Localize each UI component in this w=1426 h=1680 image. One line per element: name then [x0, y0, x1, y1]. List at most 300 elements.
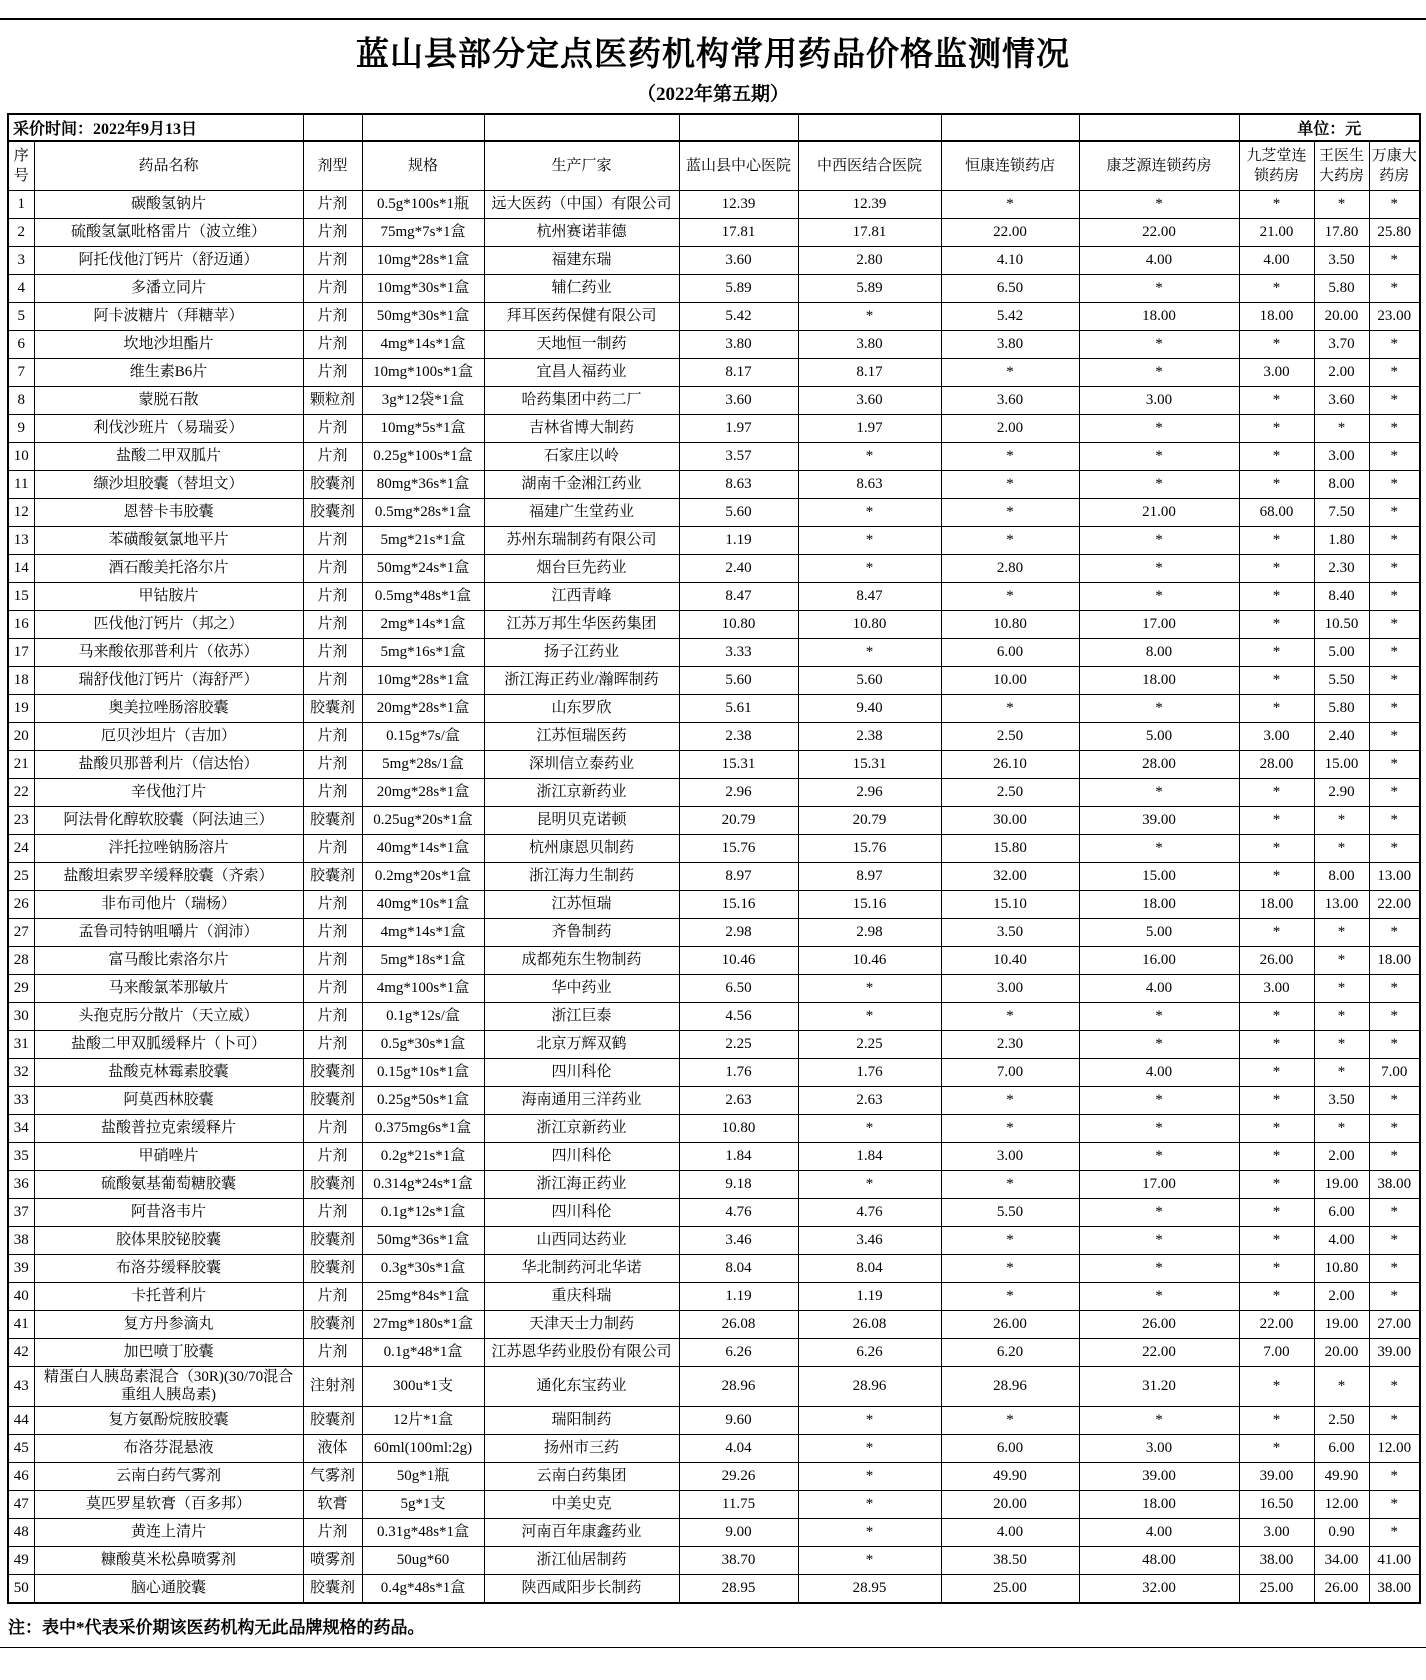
price-hengkang-cell: 15.80: [941, 834, 1079, 862]
table-row: [8, 498, 1420, 526]
row-number-cell: 29: [8, 974, 34, 1002]
price-integrated-hospital-cell: 26.08: [798, 1310, 941, 1338]
price-hengkang-cell: *: [941, 470, 1079, 498]
price-jiuzhitang-cell: 26.00: [1239, 946, 1314, 974]
col-header-spec: 规格: [362, 141, 484, 190]
price-jiuzhitang-cell: *: [1239, 1282, 1314, 1310]
drug-name-cell: 马来酸依那普利片（依苏）: [34, 638, 303, 666]
price-central-hospital-cell: 2.38: [679, 722, 798, 750]
price-kangzhiyuan-cell: 17.00: [1079, 1170, 1239, 1198]
row-number-cell: 25: [8, 862, 34, 890]
table-row: [8, 1575, 1420, 1603]
manufacturer-cell: 宜昌人福药业: [484, 358, 679, 386]
price-hengkang-cell: *: [941, 1226, 1079, 1254]
table-row: [8, 694, 1420, 722]
drug-name-cell: 卡托普利片: [34, 1282, 303, 1310]
table-row: [8, 1198, 1420, 1226]
dosage-form-cell: 喷雾剂: [303, 1547, 362, 1575]
price-central-hospital-cell: 10.80: [679, 610, 798, 638]
dosage-form-cell: 片剂: [303, 526, 362, 554]
price-wang-doctor-cell: 4.00: [1314, 1226, 1369, 1254]
row-number-cell: 35: [8, 1142, 34, 1170]
drug-name-cell: 黄连上清片: [34, 1519, 303, 1547]
dosage-form-cell: 片剂: [303, 1198, 362, 1226]
price-wankang-cell: *: [1369, 974, 1420, 1002]
price-wankang-cell: *: [1369, 1254, 1420, 1282]
price-wankang-cell: *: [1369, 638, 1420, 666]
price-integrated-hospital-cell: 9.40: [798, 694, 941, 722]
price-central-hospital-cell: 5.60: [679, 498, 798, 526]
price-hengkang-cell: 2.50: [941, 722, 1079, 750]
drug-price-table-body: [8, 190, 1420, 1603]
price-hengkang-cell: 6.00: [941, 1435, 1079, 1463]
drug-name-cell: 奥美拉唑肠溶胶囊: [34, 694, 303, 722]
spec-cell: 60ml(100ml:2g): [362, 1435, 484, 1463]
price-hengkang-cell: 6.50: [941, 274, 1079, 302]
price-jiuzhitang-cell: 3.00: [1239, 722, 1314, 750]
price-wang-doctor-cell: 7.50: [1314, 498, 1369, 526]
table-row: [8, 750, 1420, 778]
price-kangzhiyuan-cell: *: [1079, 442, 1239, 470]
row-number-cell: 5: [8, 302, 34, 330]
price-jiuzhitang-cell: *: [1239, 1002, 1314, 1030]
manufacturer-cell: 华北制药河北华诺: [484, 1254, 679, 1282]
price-central-hospital-cell: 3.60: [679, 386, 798, 414]
price-central-hospital-cell: 15.76: [679, 834, 798, 862]
drug-name-cell: 盐酸二甲双胍缓释片（卜可）: [34, 1030, 303, 1058]
price-hengkang-cell: *: [941, 694, 1079, 722]
price-integrated-hospital-cell: *: [798, 974, 941, 1002]
spec-cell: 0.4g*48s*1盒: [362, 1575, 484, 1603]
price-hengkang-cell: 38.50: [941, 1547, 1079, 1575]
price-kangzhiyuan-cell: *: [1079, 358, 1239, 386]
dosage-form-cell: 片剂: [303, 778, 362, 806]
price-jiuzhitang-cell: *: [1239, 554, 1314, 582]
price-wankang-cell: 22.00: [1369, 890, 1420, 918]
spec-cell: 5mg*28s/1盒: [362, 750, 484, 778]
price-kangzhiyuan-cell: 32.00: [1079, 1575, 1239, 1603]
spec-cell: 4mg*100s*1盒: [362, 974, 484, 1002]
page-title: 蓝山县部分定点医药机构常用药品价格监测情况: [356, 37, 1070, 73]
spec-cell: 40mg*14s*1盒: [362, 834, 484, 862]
dosage-form-cell: 片剂: [303, 246, 362, 274]
price-jiuzhitang-cell: 28.00: [1239, 750, 1314, 778]
drug-name-cell: 缬沙坦胶囊（替坦文）: [34, 470, 303, 498]
price-integrated-hospital-cell: *: [798, 442, 941, 470]
spec-cell: 5mg*18s*1盒: [362, 946, 484, 974]
meta-empty-cell: [941, 114, 1079, 141]
price-kangzhiyuan-cell: 22.00: [1079, 218, 1239, 246]
price-kangzhiyuan-cell: *: [1079, 778, 1239, 806]
price-jiuzhitang-cell: *: [1239, 638, 1314, 666]
dosage-form-cell: 胶囊剂: [303, 1575, 362, 1603]
price-wankang-cell: *: [1369, 190, 1420, 218]
price-kangzhiyuan-cell: 18.00: [1079, 890, 1239, 918]
table-row: [8, 778, 1420, 806]
price-central-hospital-cell: 6.50: [679, 974, 798, 1002]
price-kangzhiyuan-cell: *: [1079, 1226, 1239, 1254]
price-wankang-cell: 27.00: [1369, 1310, 1420, 1338]
price-integrated-hospital-cell: *: [798, 1407, 941, 1435]
price-central-hospital-cell: 8.97: [679, 862, 798, 890]
price-wang-doctor-cell: 49.90: [1314, 1463, 1369, 1491]
table-row: [8, 638, 1420, 666]
price-wang-doctor-cell: 6.00: [1314, 1198, 1369, 1226]
price-hengkang-cell: 10.80: [941, 610, 1079, 638]
price-wang-doctor-cell: *: [1314, 834, 1369, 862]
spec-cell: 50mg*30s*1盒: [362, 302, 484, 330]
drug-name-cell: 坎地沙坦酯片: [34, 330, 303, 358]
table-row: [8, 1435, 1420, 1463]
price-kangzhiyuan-cell: *: [1079, 834, 1239, 862]
row-number-cell: 30: [8, 1002, 34, 1030]
price-central-hospital-cell: 15.16: [679, 890, 798, 918]
price-kangzhiyuan-cell: 4.00: [1079, 246, 1239, 274]
manufacturer-cell: 湖南千金湘江药业: [484, 470, 679, 498]
drug-name-cell: 富马酸比索洛尔片: [34, 946, 303, 974]
row-number-cell: 19: [8, 694, 34, 722]
price-kangzhiyuan-cell: *: [1079, 1142, 1239, 1170]
price-kangzhiyuan-cell: *: [1079, 1086, 1239, 1114]
price-central-hospital-cell: 2.98: [679, 918, 798, 946]
table-row: [8, 890, 1420, 918]
price-kangzhiyuan-cell: *: [1079, 330, 1239, 358]
table-row: [8, 1142, 1420, 1170]
manufacturer-cell: 浙江海正药业/瀚晖制药: [484, 666, 679, 694]
price-wang-doctor-cell: *: [1314, 1002, 1369, 1030]
price-wang-doctor-cell: 19.00: [1314, 1170, 1369, 1198]
dosage-form-cell: 软膏: [303, 1491, 362, 1519]
row-number-cell: 38: [8, 1226, 34, 1254]
price-central-hospital-cell: 20.79: [679, 806, 798, 834]
price-central-hospital-cell: 2.25: [679, 1030, 798, 1058]
price-central-hospital-cell: 15.31: [679, 750, 798, 778]
price-integrated-hospital-cell: 8.47: [798, 582, 941, 610]
dosage-form-cell: 气雾剂: [303, 1463, 362, 1491]
row-number-cell: 20: [8, 722, 34, 750]
drug-name-cell: 加巴喷丁胶囊: [34, 1338, 303, 1366]
dosage-form-cell: 液体: [303, 1435, 362, 1463]
row-number-cell: 48: [8, 1519, 34, 1547]
price-central-hospital-cell: 2.96: [679, 778, 798, 806]
header-row: [8, 141, 1420, 190]
price-hengkang-cell: *: [941, 1254, 1079, 1282]
row-number-cell: 40: [8, 1282, 34, 1310]
drug-name-cell: 盐酸二甲双胍片: [34, 442, 303, 470]
price-central-hospital-cell: 5.89: [679, 274, 798, 302]
spec-cell: 12片*1盒: [362, 1407, 484, 1435]
price-wankang-cell: *: [1369, 1002, 1420, 1030]
price-jiuzhitang-cell: *: [1239, 1198, 1314, 1226]
price-integrated-hospital-cell: 2.38: [798, 722, 941, 750]
price-wang-doctor-cell: 26.00: [1314, 1575, 1369, 1603]
spec-cell: 50g*1瓶: [362, 1463, 484, 1491]
price-wang-doctor-cell: 17.80: [1314, 218, 1369, 246]
price-kangzhiyuan-cell: *: [1079, 1198, 1239, 1226]
price-integrated-hospital-cell: *: [798, 638, 941, 666]
price-wang-doctor-cell: 5.00: [1314, 638, 1369, 666]
price-wankang-cell: *: [1369, 554, 1420, 582]
dosage-form-cell: 胶囊剂: [303, 1254, 362, 1282]
price-hengkang-cell: 10.40: [941, 946, 1079, 974]
table-row: [8, 1030, 1420, 1058]
price-integrated-hospital-cell: 1.19: [798, 1282, 941, 1310]
spec-cell: 0.31g*48s*1盒: [362, 1519, 484, 1547]
price-jiuzhitang-cell: *: [1239, 1170, 1314, 1198]
price-kangzhiyuan-cell: *: [1079, 1114, 1239, 1142]
dosage-form-cell: 片剂: [303, 442, 362, 470]
spec-cell: 2mg*14s*1盒: [362, 610, 484, 638]
manufacturer-cell: 吉林省博大制药: [484, 414, 679, 442]
price-hengkang-cell: 2.50: [941, 778, 1079, 806]
price-jiuzhitang-cell: 21.00: [1239, 218, 1314, 246]
table-row: [8, 1254, 1420, 1282]
price-integrated-hospital-cell: 4.76: [798, 1198, 941, 1226]
price-kangzhiyuan-cell: 16.00: [1079, 946, 1239, 974]
price-kangzhiyuan-cell: *: [1079, 1002, 1239, 1030]
price-integrated-hospital-cell: 8.04: [798, 1254, 941, 1282]
price-kangzhiyuan-cell: 3.00: [1079, 386, 1239, 414]
price-central-hospital-cell: 2.63: [679, 1086, 798, 1114]
price-integrated-hospital-cell: 5.60: [798, 666, 941, 694]
table-row: [8, 274, 1420, 302]
spec-cell: 10mg*100s*1盒: [362, 358, 484, 386]
price-integrated-hospital-cell: *: [798, 526, 941, 554]
drug-name-cell: 厄贝沙坦片（吉加）: [34, 722, 303, 750]
drug-name-cell: 布洛芬混悬液: [34, 1435, 303, 1463]
price-central-hospital-cell: 5.42: [679, 302, 798, 330]
drug-name-cell: 碳酸氢钠片: [34, 190, 303, 218]
price-integrated-hospital-cell: 6.26: [798, 1338, 941, 1366]
manufacturer-cell: 天津天士力制药: [484, 1310, 679, 1338]
spec-cell: 4mg*14s*1盒: [362, 918, 484, 946]
table-row: [8, 442, 1420, 470]
manufacturer-cell: 扬州市三药: [484, 1435, 679, 1463]
drug-name-cell: 盐酸普拉克索缓释片: [34, 1114, 303, 1142]
drug-name-cell: 非布司他片（瑞杨）: [34, 890, 303, 918]
row-number-cell: 26: [8, 890, 34, 918]
price-wankang-cell: *: [1369, 834, 1420, 862]
spec-cell: 0.5mg*48s*1盒: [362, 582, 484, 610]
price-kangzhiyuan-cell: 31.20: [1079, 1366, 1239, 1407]
price-kangzhiyuan-cell: 4.00: [1079, 1058, 1239, 1086]
price-kangzhiyuan-cell: 26.00: [1079, 1310, 1239, 1338]
price-wang-doctor-cell: 3.00: [1314, 442, 1369, 470]
dosage-form-cell: 胶囊剂: [303, 1407, 362, 1435]
row-number-cell: 2: [8, 218, 34, 246]
price-wankang-cell: *: [1369, 386, 1420, 414]
price-kangzhiyuan-cell: *: [1079, 274, 1239, 302]
price-hengkang-cell: 3.60: [941, 386, 1079, 414]
price-wang-doctor-cell: *: [1314, 1366, 1369, 1407]
table-row: [8, 330, 1420, 358]
drug-name-cell: 泮托拉唑钠肠溶片: [34, 834, 303, 862]
price-kangzhiyuan-cell: 18.00: [1079, 666, 1239, 694]
price-hengkang-cell: 28.96: [941, 1366, 1079, 1407]
row-number-cell: 42: [8, 1338, 34, 1366]
price-wankang-cell: *: [1369, 778, 1420, 806]
price-wankang-cell: *: [1369, 1114, 1420, 1142]
row-number-cell: 21: [8, 750, 34, 778]
price-wang-doctor-cell: 2.30: [1314, 554, 1369, 582]
dosage-form-cell: 片剂: [303, 358, 362, 386]
price-central-hospital-cell: 38.70: [679, 1547, 798, 1575]
manufacturer-cell: 成都苑东生物制药: [484, 946, 679, 974]
dosage-form-cell: 片剂: [303, 918, 362, 946]
table-row: [8, 1002, 1420, 1030]
table-row: [8, 806, 1420, 834]
price-jiuzhitang-cell: 7.00: [1239, 1338, 1314, 1366]
table-row: [8, 470, 1420, 498]
col-header-no: 序号: [8, 141, 34, 190]
price-kangzhiyuan-cell: *: [1079, 694, 1239, 722]
drug-name-cell: 利伐沙班片（易瑞妥）: [34, 414, 303, 442]
spec-cell: 10mg*28s*1盒: [362, 666, 484, 694]
table-row: [8, 1282, 1420, 1310]
price-central-hospital-cell: 6.26: [679, 1338, 798, 1366]
price-hengkang-cell: 3.00: [941, 974, 1079, 1002]
row-number-cell: 23: [8, 806, 34, 834]
table-row: [8, 1366, 1420, 1407]
manufacturer-cell: 扬子江药业: [484, 638, 679, 666]
manufacturer-cell: 四川科伦: [484, 1198, 679, 1226]
price-hengkang-cell: *: [941, 1170, 1079, 1198]
price-wang-doctor-cell: 2.00: [1314, 1142, 1369, 1170]
row-number-cell: 45: [8, 1435, 34, 1463]
drug-name-cell: 胶体果胶铋胶囊: [34, 1226, 303, 1254]
row-number-cell: 17: [8, 638, 34, 666]
price-wankang-cell: 12.00: [1369, 1435, 1420, 1463]
spec-cell: 0.25ug*20s*1盒: [362, 806, 484, 834]
row-number-cell: 16: [8, 610, 34, 638]
price-hengkang-cell: 20.00: [941, 1491, 1079, 1519]
spec-cell: 0.1g*12s*1盒: [362, 1198, 484, 1226]
drug-name-cell: 盐酸克林霉素胶囊: [34, 1058, 303, 1086]
price-hengkang-cell: 4.10: [941, 246, 1079, 274]
price-kangzhiyuan-cell: 5.00: [1079, 918, 1239, 946]
price-jiuzhitang-cell: *: [1239, 274, 1314, 302]
price-hengkang-cell: 10.00: [941, 666, 1079, 694]
price-wankang-cell: *: [1369, 1519, 1420, 1547]
dosage-form-cell: 片剂: [303, 638, 362, 666]
manufacturer-cell: 浙江京新药业: [484, 1114, 679, 1142]
price-wankang-cell: *: [1369, 1226, 1420, 1254]
price-hengkang-cell: *: [941, 1282, 1079, 1310]
row-number-cell: 18: [8, 666, 34, 694]
spec-cell: 0.15g*10s*1盒: [362, 1058, 484, 1086]
price-wang-doctor-cell: *: [1314, 806, 1369, 834]
spec-cell: 0.1g*48*1盒: [362, 1338, 484, 1366]
price-wankang-cell: *: [1369, 498, 1420, 526]
price-kangzhiyuan-cell: 8.00: [1079, 638, 1239, 666]
price-integrated-hospital-cell: 8.17: [798, 358, 941, 386]
price-central-hospital-cell: 3.60: [679, 246, 798, 274]
spec-cell: 0.5mg*28s*1盒: [362, 498, 484, 526]
meta-empty-cell: [484, 114, 679, 141]
row-number-cell: 49: [8, 1547, 34, 1575]
drug-name-cell: 复方丹参滴丸: [34, 1310, 303, 1338]
spec-cell: 0.2g*21s*1盒: [362, 1142, 484, 1170]
price-wang-doctor-cell: 1.80: [1314, 526, 1369, 554]
meta-row: [8, 114, 1420, 141]
price-jiuzhitang-cell: *: [1239, 610, 1314, 638]
manufacturer-cell: 石家庄以岭: [484, 442, 679, 470]
price-hengkang-cell: *: [941, 1407, 1079, 1435]
row-number-cell: 9: [8, 414, 34, 442]
price-wang-doctor-cell: 5.80: [1314, 694, 1369, 722]
drug-name-cell: 甲钴胺片: [34, 582, 303, 610]
price-integrated-hospital-cell: 15.76: [798, 834, 941, 862]
price-wang-doctor-cell: 5.50: [1314, 666, 1369, 694]
price-wankang-cell: *: [1369, 694, 1420, 722]
price-hengkang-cell: 25.00: [941, 1575, 1079, 1603]
table-row: [8, 1407, 1420, 1435]
price-hengkang-cell: 30.00: [941, 806, 1079, 834]
price-hengkang-cell: 7.00: [941, 1058, 1079, 1086]
price-wankang-cell: *: [1369, 330, 1420, 358]
price-hengkang-cell: 4.00: [941, 1519, 1079, 1547]
table-row: [8, 1547, 1420, 1575]
price-integrated-hospital-cell: *: [798, 1170, 941, 1198]
price-central-hospital-cell: 10.46: [679, 946, 798, 974]
row-number-cell: 11: [8, 470, 34, 498]
price-central-hospital-cell: 1.76: [679, 1058, 798, 1086]
price-wankang-cell: 13.00: [1369, 862, 1420, 890]
price-integrated-hospital-cell: 28.95: [798, 1575, 941, 1603]
price-jiuzhitang-cell: *: [1239, 806, 1314, 834]
top-rule: [0, 18, 1426, 20]
price-wang-doctor-cell: *: [1314, 974, 1369, 1002]
drug-name-cell: 马来酸氯苯那敏片: [34, 974, 303, 1002]
price-wankang-cell: *: [1369, 666, 1420, 694]
table-row: [8, 722, 1420, 750]
price-hengkang-cell: 22.00: [941, 218, 1079, 246]
price-hengkang-cell: *: [941, 358, 1079, 386]
row-number-cell: 43: [8, 1366, 34, 1407]
price-jiuzhitang-cell: *: [1239, 666, 1314, 694]
price-integrated-hospital-cell: *: [798, 1519, 941, 1547]
price-wang-doctor-cell: 3.50: [1314, 1086, 1369, 1114]
dosage-form-cell: 片剂: [303, 1519, 362, 1547]
price-hengkang-cell: 3.50: [941, 918, 1079, 946]
price-date-label: 采价时间：2022年9月13日: [8, 114, 303, 141]
dosage-form-cell: 片剂: [303, 218, 362, 246]
table-row: [8, 582, 1420, 610]
row-number-cell: 10: [8, 442, 34, 470]
spec-cell: 0.314g*24s*1盒: [362, 1170, 484, 1198]
manufacturer-cell: 齐鲁制药: [484, 918, 679, 946]
price-integrated-hospital-cell: 12.39: [798, 190, 941, 218]
price-kangzhiyuan-cell: 22.00: [1079, 1338, 1239, 1366]
price-wang-doctor-cell: *: [1314, 1058, 1369, 1086]
manufacturer-cell: 辅仁药业: [484, 274, 679, 302]
spec-cell: 0.2mg*20s*1盒: [362, 862, 484, 890]
price-wankang-cell: *: [1369, 526, 1420, 554]
price-central-hospital-cell: 3.46: [679, 1226, 798, 1254]
spec-cell: 0.5g*100s*1瓶: [362, 190, 484, 218]
table-row: [8, 1463, 1420, 1491]
price-wankang-cell: *: [1369, 610, 1420, 638]
spec-cell: 300u*1支: [362, 1366, 484, 1407]
spec-cell: 50mg*36s*1盒: [362, 1226, 484, 1254]
table-row: [8, 1086, 1420, 1114]
drug-name-cell: 瑞舒伐他汀钙片（海舒严）: [34, 666, 303, 694]
price-hengkang-cell: *: [941, 1114, 1079, 1142]
price-jiuzhitang-cell: *: [1239, 1114, 1314, 1142]
table-row: [8, 1058, 1420, 1086]
price-wankang-cell: *: [1369, 414, 1420, 442]
dosage-form-cell: 片剂: [303, 1142, 362, 1170]
